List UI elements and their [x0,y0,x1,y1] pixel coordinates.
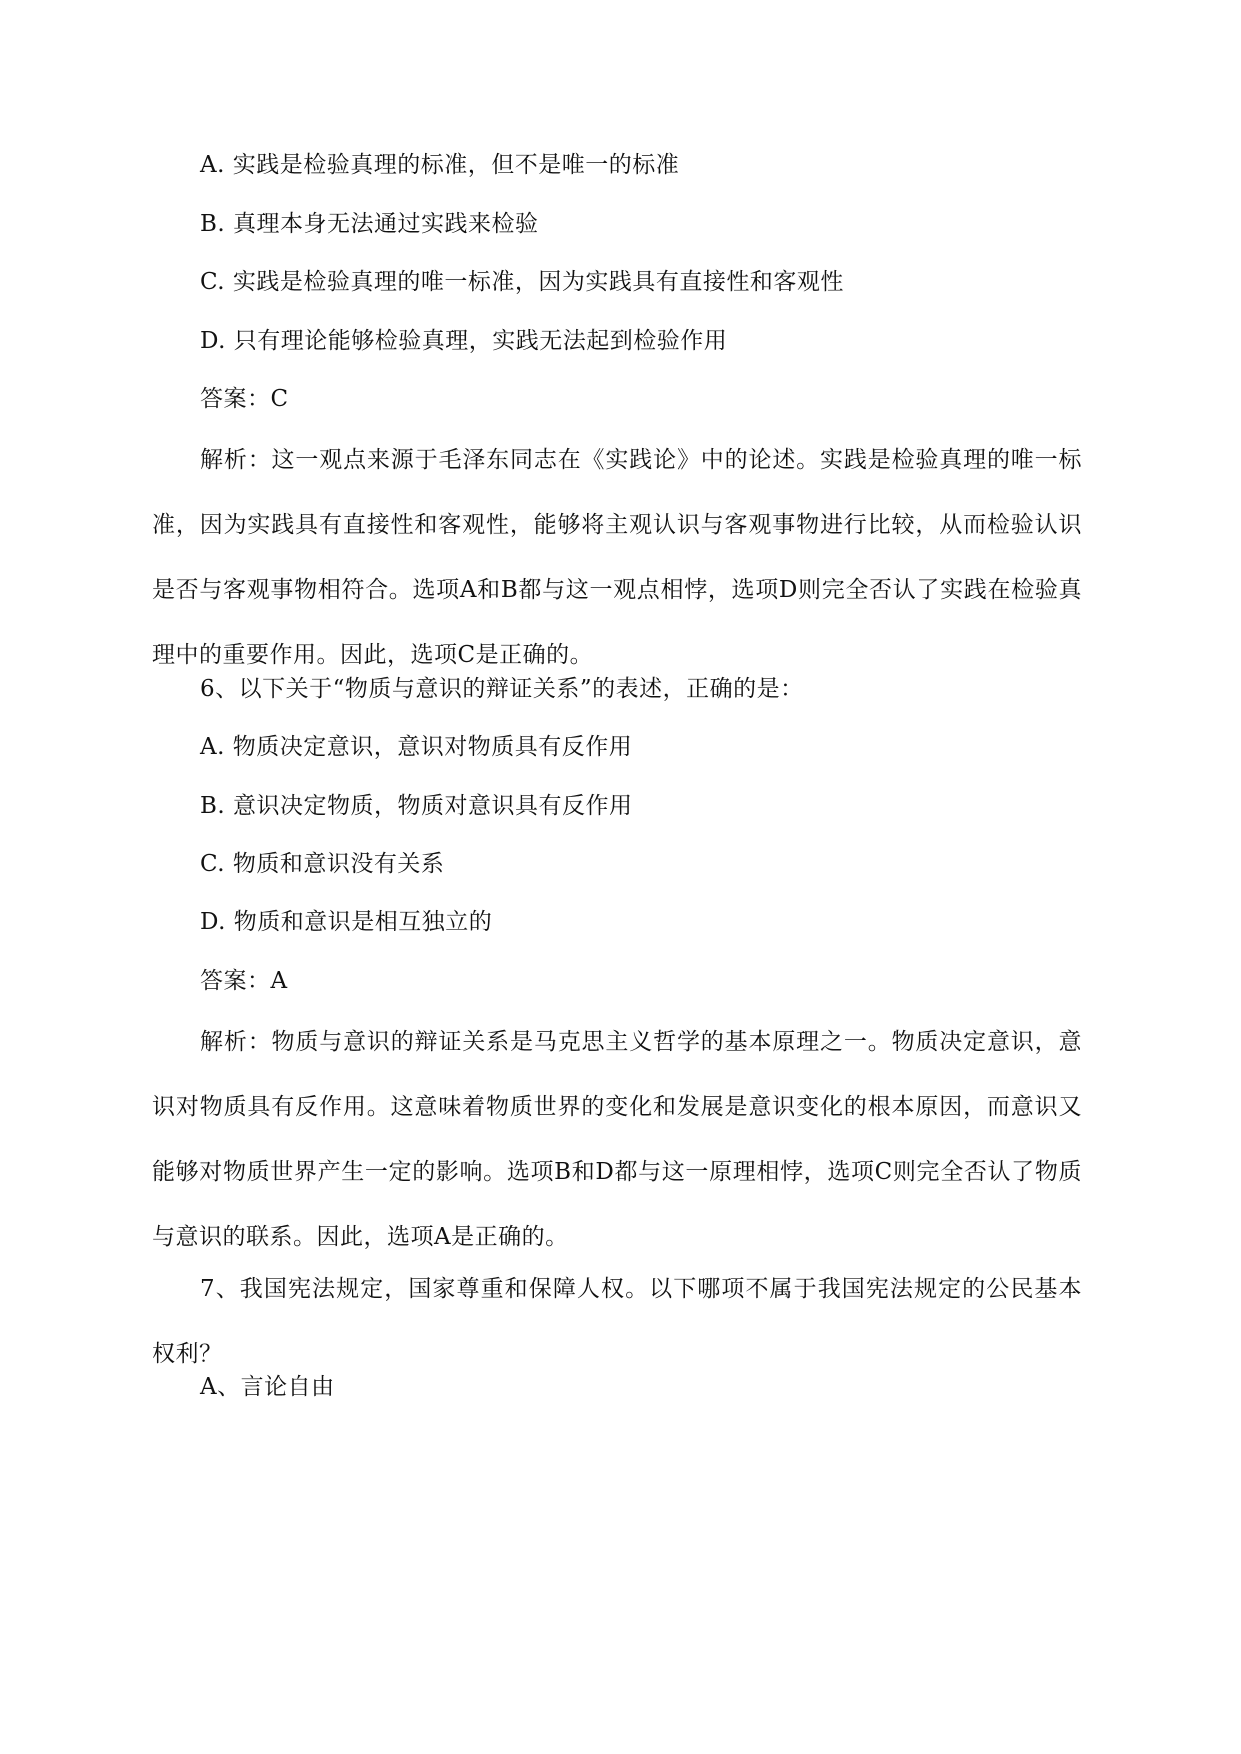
q6-option-d: D. 物质和意识是相互独立的 [200,909,493,935]
q5-option-c: C. 实践是检验真理的唯一标准，因为实践具有直接性和客观性 [200,269,844,295]
q6-option-b: B. 意识决定物质，物质对意识具有反作用 [200,793,633,819]
q7-option-a: A、言论自由 [200,1374,335,1400]
q6-answer: 答案：A [200,968,288,994]
q6-option-c: C. 物质和意识没有关系 [200,851,445,877]
q5-option-a: A. 实践是检验真理的标准，但不是唯一的标准 [200,152,680,178]
q6-analysis: 解析：物质与意识的辩证关系是马克思主义哲学的基本原理之一。物质决定意识，意识对物质具有反作用。这意味着物质世界的变化和发展是意识变化的根本原因，而意识又能够对物质世界产生一定的影响。选项B和D都与这一原理相悖，选项C则完全否认了物质与意识的联系。因此，选项A是正确的。 [152,1029,1082,1250]
q6-option-a: A. 物质决定意识，意识对物质具有反作用 [200,734,633,760]
q7-question: 7、我国宪法规定，国家尊重和保障人权。以下哪项不属于我国宪法规定的公民基本权利？ [152,1276,1082,1367]
q5-option-b: B. 真理本身无法通过实践来检验 [200,211,539,237]
q5-answer: 答案：C [200,386,289,412]
q6-question: 6、以下关于“物质与意识的辩证关系”的表述，正确的是： [200,676,804,702]
q5-analysis: 解析：这一观点来源于毛泽东同志在《实践论》中的论述。实践是检验真理的唯一标准，因为实践具有直接性和客观性，能够将主观认识与客观事物进行比较，从而检验认识是否与客观事物相符合。选项A和B都与这一观点相悖，选项D则完全否认了实践在检验真理中的重要作用。因此，选项C是正确的。 [152,447,1082,668]
q5-option-d: D. 只有理论能够检验真理，实践无法起到检验作用 [200,328,728,354]
